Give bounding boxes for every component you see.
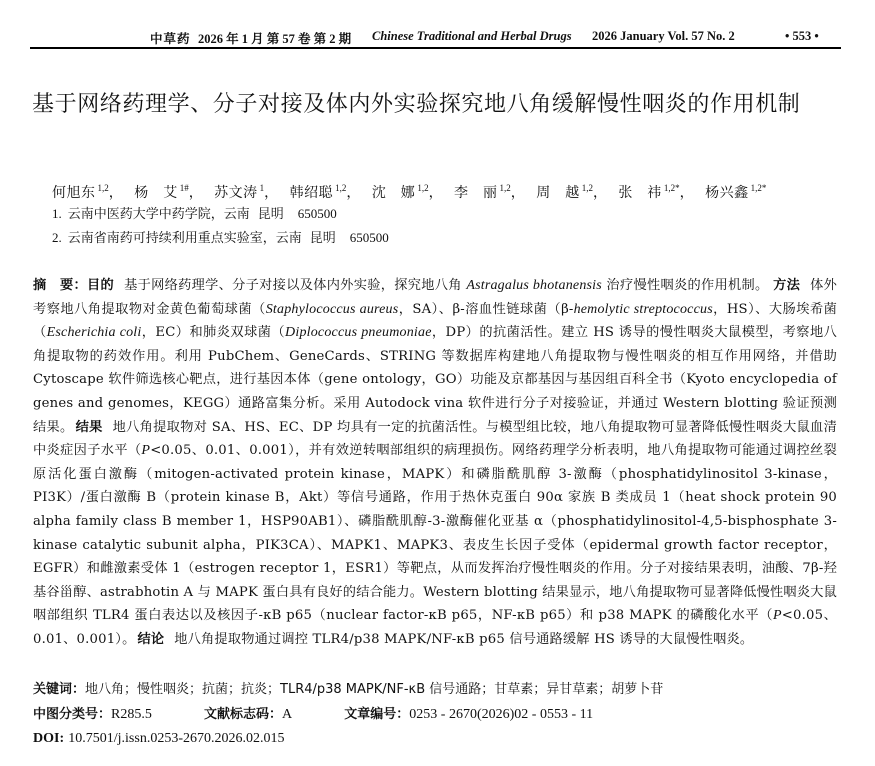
abstract-label: 摘 要： bbox=[33, 278, 88, 293]
abstract: 摘 要：目的 基于网络药理学、分子对接以及体内外实验，探究地八角 Astragalus bhotanensis 治疗慢性咽炎的作用机制。 方法 体外考察地八角提取物对金黄色葡萄球菌（Staphylococcus aureus，SA）、β-溶血性链球菌（β-hemolytic streptococcus，HS）、大肠埃希菌（Escherichia coli，EC）和肺炎双球菌（Diplococcus pneumoniae，DP）的抗菌活性。建立 HS 诱导的慢性咽炎大鼠模型，考察地八角提取物的药效作用。利用 PubChem、GeneCards、STRING 等数据库构建地八角提取物与慢性咽炎的相互作用网络，并借助 Cytoscape 软件筛选核心靶点，进行基因本体（gene ontology，GO）功能及京都基因与基因组百科全书（Kyoto encyclopedia of genes and genomes，KEGG）通路富集分析。采用 Autodock vina 软件进行分子对接验证，并通过 Western blotting 验证预测结果。 结果 地八角提取物对 SA、HS、EC、DP 均具有一定的抗菌活性。与模型组比较，地八角提取物可显著降低慢性咽炎大鼠血清中炎症因子水平（P<0.05、0.01、0.001），并有效逆转咽部组织的病理损伤。网络药理学分析表明，地八角提取物可能通过调控丝裂原活化蛋白激酶（mitogen-activated protein kinase，MAPK）和磷脂酰肌醇 3-激酶（phosphatidylinositol 3-kinase，PI3K）/蛋白激酶 B（protein kinase B，Akt）等信号通路，作用于热休克蛋白 90α 家族 B 类成员 1（heat shock protein 90 alpha family class B member 1，HSP90AB1）、磷脂酰肌醇-3-激酶催化亚基 α（phosphatidylinositol-4,5-bisphosphate 3-kinase catalytic subunit alpha，PIK3CA）、MAPK1、MAPK3、表皮生长因子受体（epidermal growth factor receptor，EGFR）和雌激素受体 1（estrogen receptor 1，ESR1）等靶点，从而发挥治疗慢性咽炎的作用。分子对接结果表明，油酸、7β-羟基谷甾醇、astrabhotin A 与 MAPK 蛋白具有良好的结合能力。Western blotting 结果显示，地八角提取物可显著降低慢性咽炎大鼠咽部组织 TLR4 蛋白表达以及核因子-κB p65（nuclear factor-κB p65，NF-κB p65）和 p38 MAPK 的磷酸化水平（P<0.05、0.01、0.001）。 结论 地八角提取物通过调控 TLR4/p38 MAPK/NF-κB p65 信号通路缓解 HS 诱导的大鼠慢性咽炎。 bbox=[33, 278, 838, 647]
keywords bbox=[33, 680, 853, 700]
results-label: 结果 bbox=[75, 419, 103, 435]
author-list: 何旭东 $^{1,2}$， 杨 艾 $^{1\#}$， 苏文涛 $^1$， 韩绍聪 $^{1,2}$， 沈 娜 $^{1,2}$， 李 丽 $^{1,2}$， 周 越 $^{1,2}$， 张 祎 $^{1,2*}$， 杨兴鑫 $^{1,2*}$ bbox=[52, 183, 767, 201]
issue-info-en: 2026 January Vol. 57 No. 2 bbox=[592, 29, 735, 43]
header-divider bbox=[30, 47, 841, 49]
document-code: A bbox=[282, 707, 293, 722]
objective-text: 基于网络药理学、分子对接以及体内外实验，探究地八角 bbox=[124, 278, 467, 293]
doi bbox=[33, 729, 853, 749]
author: 张 祎 $^{1,2*}$ bbox=[618, 183, 680, 201]
article-number: 0253 - 2670(2026)02 - 0553 - 11 bbox=[409, 707, 594, 722]
clc-number: R285.5 bbox=[111, 707, 152, 722]
page-number: • 553 • bbox=[785, 29, 819, 43]
journal-name-en: Chinese Traditional and Herbal Drugs bbox=[372, 29, 572, 43]
methods-label: 方法 bbox=[773, 278, 801, 293]
author: 苏文涛 $^1$ bbox=[214, 183, 265, 201]
issue-info-cn: 2026 年 1 月 第 57 卷 第 2 期 bbox=[198, 32, 352, 46]
objective-label: 目的 bbox=[87, 278, 115, 293]
species-name: Astragalus bhotanensis bbox=[466, 278, 602, 293]
affiliation-2: 2. 云南省南药可持续利用重点实验室，云南 昆明 650500 bbox=[52, 230, 389, 246]
doi-label: DOI: bbox=[33, 731, 65, 746]
author: 杨 艾 $^{1\#}$ bbox=[134, 183, 189, 201]
author: 周 越 $^{1,2}$ bbox=[536, 183, 593, 201]
conclusion-text: 地八角提取物通过调控 TLR4/p38 MAPK/NF-κB p65 信号通路缓解 HS 诱导的大鼠慢性咽炎。 bbox=[174, 631, 754, 647]
author: 何旭东 $^{1,2}$ bbox=[52, 183, 109, 201]
classification-info: 中图分类号：R285.5 文献标志码：A 文章编号：0253 - 2670(2026)02 - 0553 - 11 bbox=[33, 707, 594, 722]
running-header bbox=[30, 26, 840, 46]
keywords-text: 地八角；慢性咽炎；抗菌；抗炎；TLR4/p38 MAPK/NF-κB 信号通路；甘草素；异甘草素；胡萝卜苷 bbox=[85, 682, 664, 697]
author: 韩绍聪 $^{1,2}$ bbox=[289, 183, 347, 201]
affiliation-1: 1. 云南中医药大学中药学院，云南 昆明 650500 bbox=[52, 206, 337, 222]
keywords-label: 关键词： bbox=[33, 682, 86, 697]
journal-name-cn: 中草药 bbox=[150, 32, 191, 46]
author: 杨兴鑫 $^{1,2*}$ bbox=[705, 183, 767, 201]
author: 李 丽 $^{1,2}$ bbox=[454, 183, 511, 201]
conclusion-label: 结论 bbox=[137, 631, 165, 647]
author: 沈 娜 $^{1,2}$ bbox=[371, 183, 429, 201]
paper-title: 基于网络药理学、分子对接及体内外实验探究地八角缓解慢性咽炎的作用机制 bbox=[32, 92, 801, 117]
doi-link[interactable]: 10.7501/j.issn.0253-2670.2026.02.015 bbox=[68, 731, 285, 746]
